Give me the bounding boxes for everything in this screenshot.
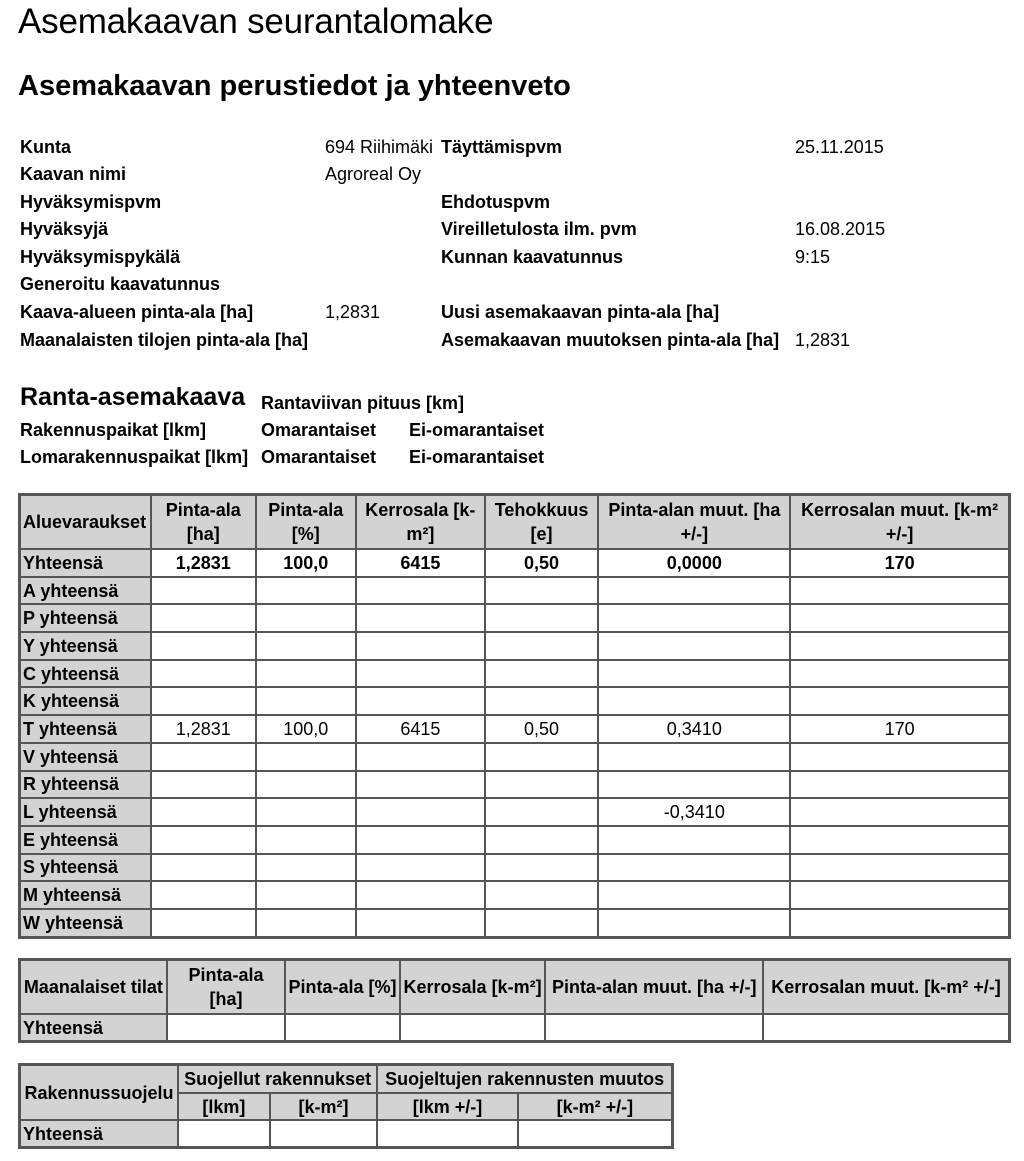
header-cell: [k-m²]: [270, 1093, 378, 1120]
table-cell: [790, 660, 1009, 688]
table-cell: [256, 743, 357, 771]
table-row: [20, 854, 1009, 882]
table-cell: [356, 660, 485, 688]
kaavan-nimi-label: Kaavan nimi: [20, 164, 127, 184]
row-header: K yhteensä: [20, 687, 151, 715]
table-cell: [485, 881, 599, 909]
table-cell: [256, 798, 357, 826]
table-row: [20, 798, 1009, 826]
table-cell: [485, 826, 599, 854]
table-cell: [285, 1014, 400, 1041]
table-cell: [790, 854, 1009, 882]
row-header: M yhteensä: [20, 881, 151, 909]
table-cell: [256, 604, 357, 632]
row-header: W yhteensä: [20, 909, 151, 937]
muutoksen-pinta-ala-value: 1,2831: [795, 330, 851, 350]
header-cell: Suojeltujen rakennusten muutos: [377, 1065, 672, 1093]
uusi-pinta-ala-label: Uusi asemakaavan pinta-ala [ha]: [441, 302, 720, 322]
table-cell: 6415: [356, 549, 485, 577]
table-row: [20, 632, 1009, 660]
rakennuspaikat-label: Rakennuspaikat [lkm]: [20, 420, 207, 440]
table-cell: [151, 881, 256, 909]
table-cell: 1,2831: [151, 715, 256, 743]
table-cell: [151, 604, 256, 632]
table-cell: [790, 687, 1009, 715]
table-cell: [518, 1120, 672, 1147]
maanalaiset-table: [18, 958, 1011, 1043]
header-cell: Kerrosalan muut. [k-m² +/-]: [790, 495, 1009, 549]
omarantaiset-label: Omarantaiset: [261, 420, 377, 440]
table-cell: [598, 826, 790, 854]
header-cell: Pinta-alan muut. [ha +/-]: [598, 495, 790, 549]
table-cell: [151, 660, 256, 688]
table-cell: [790, 771, 1009, 799]
kunnan-kaavatunnus-value: 9:15: [795, 247, 831, 267]
ei-omarantaiset-label: Ei-omarantaiset: [409, 447, 545, 467]
table-row: [20, 549, 1009, 577]
header-cell: Kerrosala [k-m²]: [356, 495, 485, 549]
table-row: [20, 743, 1009, 771]
table-cell: [270, 1120, 378, 1147]
row-header: Yhteensä: [20, 1120, 178, 1147]
tayttamispvm-label: Täyttämispvm: [441, 137, 563, 157]
table-row: [20, 604, 1009, 632]
table-cell: 1,2831: [151, 549, 256, 577]
table-cell: [790, 743, 1009, 771]
table-cell: [790, 632, 1009, 660]
row-header: P yhteensä: [20, 604, 151, 632]
table-cell: [598, 881, 790, 909]
table-cell: 100,0: [256, 549, 357, 577]
row-header: R yhteensä: [20, 771, 151, 799]
table-cell: [356, 771, 485, 799]
table-row: [20, 826, 1009, 854]
table-cell: [356, 798, 485, 826]
table-cell: [485, 798, 599, 826]
table-row: [20, 687, 1009, 715]
header-cell: [k-m² +/-]: [518, 1093, 672, 1120]
rantaviiva-label: Rantaviivan pituus [km]: [261, 393, 465, 413]
table-cell: [356, 909, 485, 937]
row-header: Y yhteensä: [20, 632, 151, 660]
table-cell: 0,3410: [598, 715, 790, 743]
table-cell: [151, 632, 256, 660]
table-cell: [178, 1120, 270, 1147]
table-cell: [790, 826, 1009, 854]
hyvaksymispvm-label: Hyväksymispvm: [20, 192, 162, 212]
table-cell: [598, 771, 790, 799]
vireilletulosta-value: 16.08.2015: [795, 219, 886, 239]
row-header: A yhteensä: [20, 577, 151, 605]
table-cell: [485, 604, 599, 632]
row-header: Yhteensä: [20, 549, 151, 577]
header-cell: Pinta-alan muut. [ha +/-]: [545, 960, 763, 1014]
table-cell: [377, 1120, 517, 1147]
table-cell: [256, 660, 357, 688]
header-cell: Rakennussuojelu: [20, 1065, 178, 1120]
table-cell: [151, 909, 256, 937]
row-header: L yhteensä: [20, 798, 151, 826]
table-cell: [256, 577, 357, 605]
table-cell: [400, 1014, 546, 1041]
table-cell: [790, 798, 1009, 826]
table-cell: [485, 743, 599, 771]
table-row: [20, 660, 1009, 688]
header-cell: Pinta-ala [%]: [285, 960, 400, 1014]
header-cell: Pinta-ala [%]: [256, 495, 357, 549]
header-cell: Maanalaiset tilat: [20, 960, 167, 1014]
table-row: [20, 1120, 672, 1147]
table-cell: 0,50: [485, 715, 599, 743]
rakennussuojelu-table: [18, 1063, 674, 1149]
omarantaiset-label: Omarantaiset: [261, 447, 377, 467]
header-cell: Kerrosala [k-m²]: [400, 960, 546, 1014]
table-cell: [598, 577, 790, 605]
table-cell: [356, 743, 485, 771]
table-cell: [790, 604, 1009, 632]
tayttamispvm-value: 25.11.2015: [795, 137, 884, 157]
header-cell: Suojellut rakennukset: [178, 1065, 377, 1093]
table-cell: [790, 881, 1009, 909]
kunta-value: 694 Riihimäki: [325, 137, 434, 157]
page-title: Asemakaavan seurantalomake: [18, 2, 494, 41]
hyvaksyja-label: Hyväksyjä: [20, 219, 109, 239]
table-cell: [545, 1014, 763, 1041]
table-row: [20, 577, 1009, 605]
ei-omarantaiset-label: Ei-omarantaiset: [409, 420, 545, 440]
table-cell: [356, 854, 485, 882]
kaava-alueen-value: 1,2831: [325, 302, 381, 322]
table-cell: [256, 881, 357, 909]
table-cell: [256, 771, 357, 799]
table-cell: [598, 909, 790, 937]
ehdotuspvm-label: Ehdotuspvm: [441, 192, 551, 212]
kaava-alueen-label: Kaava-alueen pinta-ala [ha]: [20, 302, 254, 322]
table-cell: [256, 826, 357, 854]
vireilletulosta-label: Vireilletulosta ilm. pvm: [441, 219, 637, 239]
header-cell: [lkm +/-]: [377, 1093, 517, 1120]
table-cell: [485, 771, 599, 799]
table-cell: 100,0: [256, 715, 357, 743]
table-cell: [356, 881, 485, 909]
table-cell: 170: [790, 715, 1009, 743]
header-cell: Aluevaraukset: [20, 495, 151, 549]
table-row: [20, 909, 1009, 937]
table-cell: [598, 604, 790, 632]
row-header: V yhteensä: [20, 743, 151, 771]
row-header: E yhteensä: [20, 826, 151, 854]
ranta-asemakaava-title: Ranta-asemakaava: [20, 383, 246, 411]
table-cell: [151, 687, 256, 715]
table-cell: [598, 660, 790, 688]
table-cell: [151, 854, 256, 882]
table-cell: [356, 604, 485, 632]
table-cell: [356, 687, 485, 715]
table-cell: [485, 660, 599, 688]
table-cell: [256, 632, 357, 660]
kunnan-kaavatunnus-label: Kunnan kaavatunnus: [441, 247, 624, 267]
table-cell: [256, 687, 357, 715]
hyvaksymispykala-label: Hyväksymispykälä: [20, 247, 181, 267]
table-row: [20, 1014, 1009, 1041]
row-header: C yhteensä: [20, 660, 151, 688]
table-cell: [485, 687, 599, 715]
kunta-label: Kunta: [20, 137, 71, 157]
generoitu-kaavatunnus-label: Generoitu kaavatunnus: [20, 274, 221, 294]
table-cell: [790, 577, 1009, 605]
table-cell: [151, 743, 256, 771]
table-cell: [598, 632, 790, 660]
table-cell: [167, 1014, 286, 1041]
table-cell: [485, 909, 599, 937]
table-cell: [356, 826, 485, 854]
header-cell: Tehokkuus [e]: [485, 495, 599, 549]
table-cell: [485, 632, 599, 660]
basic-info: [0, 0, 1024, 360]
table-cell: [151, 826, 256, 854]
table-cell: [151, 771, 256, 799]
table-row: [20, 771, 1009, 799]
table-cell: [256, 854, 357, 882]
table-cell: [256, 909, 357, 937]
table-row: [20, 715, 1009, 743]
row-header: Yhteensä: [20, 1014, 167, 1041]
row-header: S yhteensä: [20, 854, 151, 882]
header-cell: Pinta-ala [ha]: [167, 960, 286, 1014]
table-cell: [356, 577, 485, 605]
row-header: T yhteensä: [20, 715, 151, 743]
lomarakennuspaikat-label: Lomarakennuspaikat [lkm]: [20, 447, 249, 467]
table-cell: [151, 577, 256, 605]
table-row: [20, 881, 1009, 909]
table-cell: [356, 632, 485, 660]
table-cell: [598, 687, 790, 715]
table-cell: 6415: [356, 715, 485, 743]
table-cell: 0,0000: [598, 549, 790, 577]
table-cell: 0,50: [485, 549, 599, 577]
table-cell: [790, 909, 1009, 937]
header-cell: Pinta-ala [ha]: [151, 495, 256, 549]
table-cell: [763, 1014, 1009, 1041]
table-cell: -0,3410: [598, 798, 790, 826]
maanalaisten-label: Maanalaisten tilojen pinta-ala [ha]: [20, 330, 309, 350]
table-cell: [485, 577, 599, 605]
muutoksen-pinta-ala-label: Asemakaavan muutoksen pinta-ala [ha]: [441, 330, 780, 350]
table-cell: [598, 743, 790, 771]
section-title: Asemakaavan perustiedot ja yhteenveto: [18, 70, 571, 102]
header-cell: Kerrosalan muut. [k-m² +/-]: [763, 960, 1009, 1014]
aluevaraukset-table: [18, 493, 1011, 939]
header-cell: [lkm]: [178, 1093, 270, 1120]
table-cell: [598, 854, 790, 882]
table-cell: 170: [790, 549, 1009, 577]
kaavan-nimi-value: Agroreal Oy: [325, 164, 422, 184]
table-cell: [151, 798, 256, 826]
table-cell: [485, 854, 599, 882]
